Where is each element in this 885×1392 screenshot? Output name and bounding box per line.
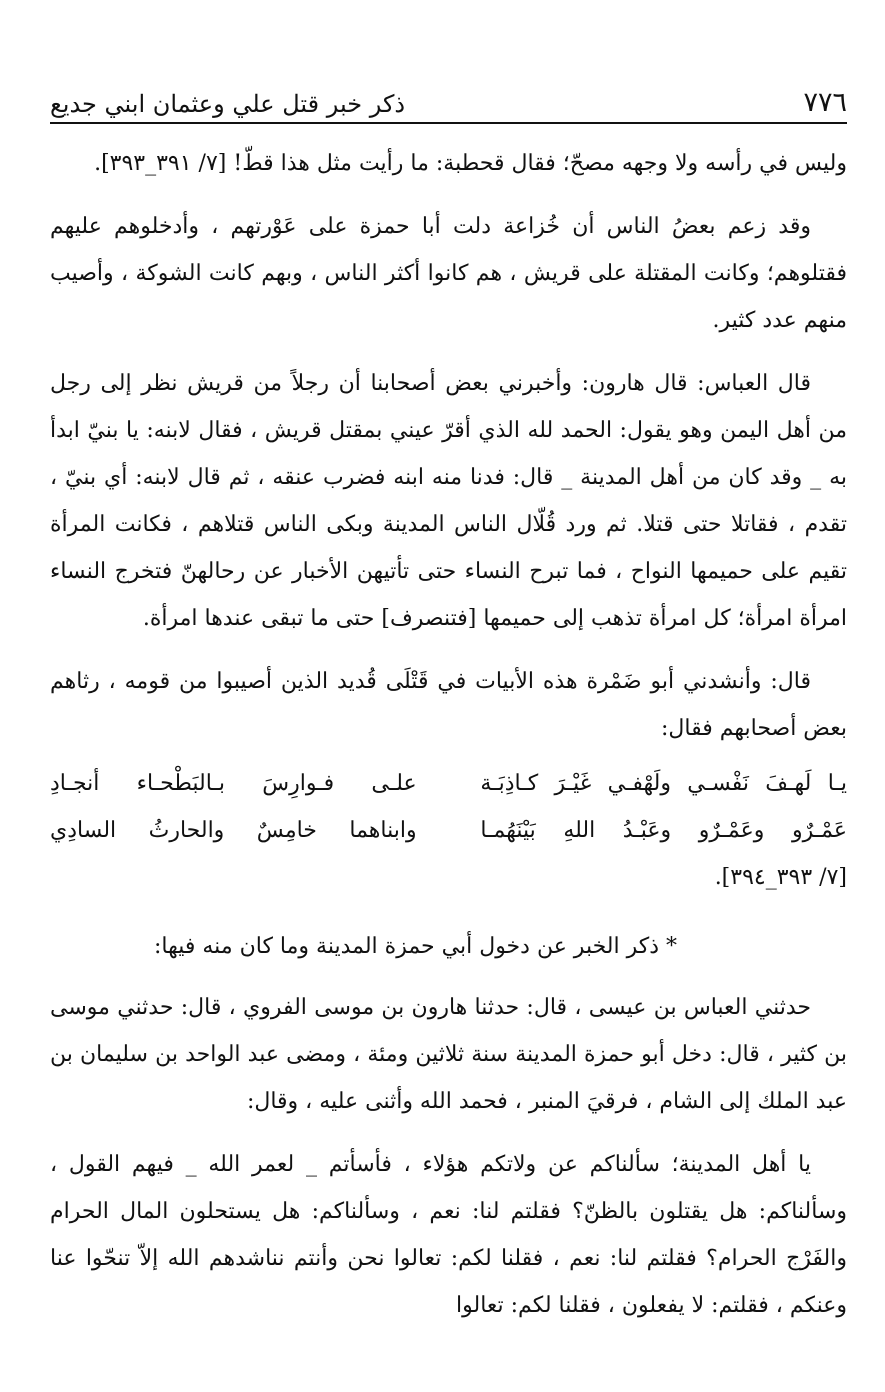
paragraph-4: قال: وأنشدني أبو ضَمْرة هذه الأبيات في قَتْلَى قُديد الذين أصيبوا من قومه ، رثاهم بعض أصحابهم فقال:: [50, 669, 847, 741]
page-number: ٧٧٦: [803, 87, 847, 118]
poem: [50, 760, 847, 901]
page-body: [50, 140, 847, 1360]
section-heading: * ذكر الخبر عن دخول أبي حمزة المدينة وما كان منه فيها:: [153, 934, 677, 959]
verse-2: [50, 807, 847, 854]
paragraph-2: وقد زعم بعضُ الناس أن خُزاعة دلت أبا حمزة على عَوْرتهم ، وأدخلوهم عليهم فقتلوهم؛ وكانت المقتلة على قريش ، هم كانوا أكثر الناس ، وبهم كانت الشوكة ، وأصيب منهم عدد كثير.: [50, 214, 847, 333]
paragraph-3: قال العباس: قال هارون: وأخبرني بعض أصحابنا أن رجلاً من قريش نظر إلى رجل من أهل اليمن وهو يقول: الحمد لله الذي أقرّ عيني بمقتل قريش ، فقال لابنه: يا بنيّ ابدأ به _ وقد كان من أهل المدينة _ قال: فدنا منه ابنه فضرب عنقه ، ثم قال لابنه: أي بنيّ ، تقدم ، فقاتلا حتى قتلا. ثم ورد قُلّال الناس المدينة وبكى الناس قتلاهم ، فكانت المرأة تقيم على حميمها النواح ، فما تبرح النساء حتى تأتيهن الأخبار عن رحالهنّ فتخرج النساء امرأة امرأة؛ كل امرأة تذهب إلى حميمها [فتنصرف] حتى ما تبقى عندها امرأة.: [50, 371, 847, 631]
running-title: ذكر خبر قتل علي وعثمان ابني جديع: [50, 90, 406, 118]
verse-2-first-hemistich: عَمْـرٌو وعَمْـرٌو وعَبْـدُ اللهِ بَيْنَهُمـا: [480, 818, 847, 843]
verse-1-second-hemistich: علـى فـوارِسَ بـالبَطْحـاء أنجـادِ: [50, 771, 417, 796]
page-header: [50, 78, 847, 124]
verse-1: [50, 760, 847, 807]
verse-2-second-hemistich: وابناهما خامِسٌ والحارثُ السادِي: [50, 818, 417, 843]
verse-1-first-hemistich: يـا لَهـفَ نَفْسـي ولَهْفـي غَيْـرَ كـاذِبَـة: [480, 771, 847, 796]
paragraph-5: حدثني العباس بن عيسى ، قال: حدثنا هارون بن موسى الفروي ، قال: حدثني موسى بن كثير ، قال: دخل أبو حمزة المدينة سنة ثلاثين ومئة ، ومضى عبد الواحد بن سليمان بن عبد الملك إلى الشام ، فرقيَ المنبر ، فحمد الله وأثنى عليه ، وقال:: [50, 995, 847, 1114]
paragraph-1: وليس في رأسه ولا وجهه مصحّ؛ فقال قحطبة: ما رأيت مثل هذا قطّ! [٧/ ٣٩١_٣٩٣].: [94, 151, 847, 176]
verse-reference: [٧/ ٣٩٣_٣٩٤].: [714, 865, 847, 890]
paragraph-6: يا أهل المدينة؛ سألناكم عن ولاتكم هؤلاء ، فأسأتم _ لعمر الله _ فيهم القول ، وسألناكم: هل يقتلون بالظنّ؟ فقلتم لنا: نعم ، وسألناكم: هل يستحلون المال الحرام والفَرْج الحرام؟ فقلتم لنا: نعم ، فقلنا لكم: تعالوا نحن وأنتم نناشدهم الله إلاّ تنحّوا عنا وعنكم ، فقلتم: لا يفعلون ، فقلنا لكم: تعالوا: [50, 1152, 847, 1318]
